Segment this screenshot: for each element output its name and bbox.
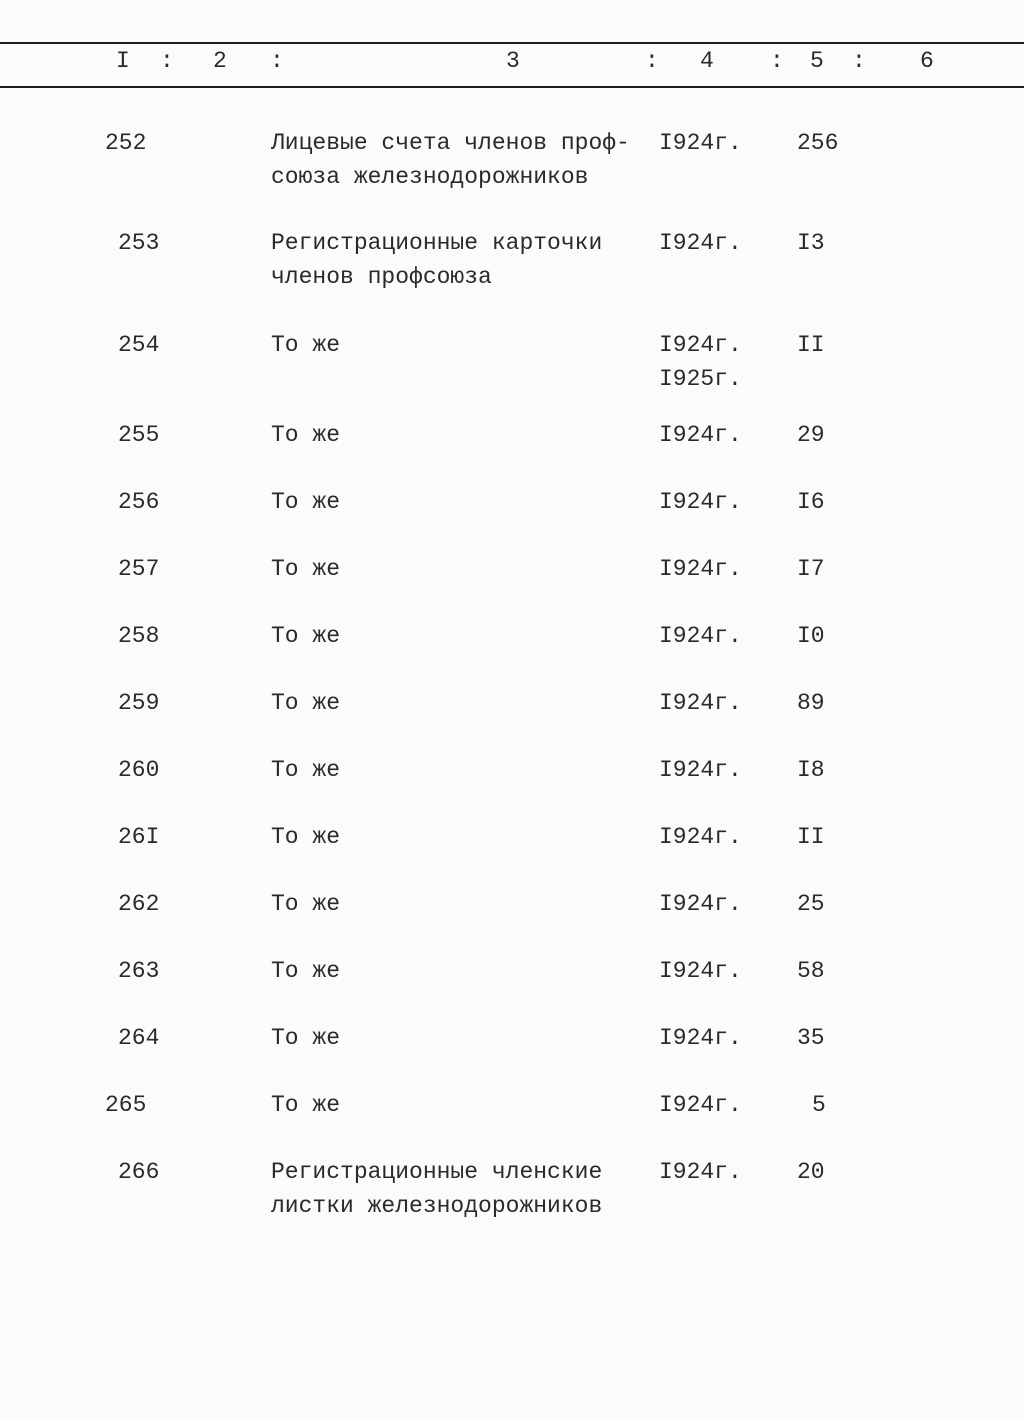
- item-number: 253: [118, 230, 160, 256]
- item-title: То же: [271, 1025, 341, 1051]
- item-title: То же: [271, 422, 341, 448]
- item-year: I924г.: [659, 1025, 742, 1051]
- item-year: I924г.: [659, 891, 742, 917]
- item-count: I7: [797, 556, 825, 582]
- item-number: 256: [118, 489, 160, 515]
- col-separator: :: [270, 48, 284, 74]
- item-number: 262: [118, 891, 160, 917]
- item-title: Регистрационные карточки: [271, 230, 603, 256]
- item-number: 254: [118, 332, 160, 358]
- item-title: То же: [271, 556, 341, 582]
- item-year: I924г.: [659, 1092, 742, 1118]
- item-title: То же: [271, 1092, 341, 1118]
- header-bottom-rule: [0, 86, 1024, 88]
- col-separator: :: [770, 48, 784, 74]
- item-count: I8: [797, 757, 825, 783]
- item-year: I924г.: [659, 230, 742, 256]
- item-number: 260: [118, 757, 160, 783]
- item-count: 89: [797, 690, 825, 716]
- item-title: союза железнодорожников: [271, 164, 589, 190]
- item-number: 257: [118, 556, 160, 582]
- item-count: 20: [797, 1159, 825, 1185]
- item-title: То же: [271, 891, 341, 917]
- item-year: I924г.: [659, 690, 742, 716]
- item-year: I924г.: [659, 332, 742, 358]
- item-count: 25: [797, 891, 825, 917]
- item-number: 264: [118, 1025, 160, 1051]
- item-number: 263: [118, 958, 160, 984]
- item-year: I925г.: [659, 366, 742, 392]
- item-year: I924г.: [659, 757, 742, 783]
- header-top-rule: [0, 42, 1024, 44]
- item-title: То же: [271, 757, 341, 783]
- item-year: I924г.: [659, 130, 742, 156]
- item-year: I924г.: [659, 422, 742, 448]
- item-title: То же: [271, 332, 341, 358]
- item-count: 58: [797, 958, 825, 984]
- item-count: 29: [797, 422, 825, 448]
- item-count: I6: [797, 489, 825, 515]
- item-title: Регистрационные членские: [271, 1159, 603, 1185]
- col-separator: :: [645, 48, 659, 74]
- col-6-header: 6: [920, 48, 934, 74]
- item-number: 26I: [118, 824, 160, 850]
- col-2-header: 2: [213, 48, 227, 74]
- item-title: Лицевые счета членов проф-: [271, 130, 630, 156]
- item-title: членов профсоюза: [271, 264, 492, 290]
- item-title: То же: [271, 958, 341, 984]
- item-count: I3: [797, 230, 825, 256]
- col-separator: :: [852, 48, 866, 74]
- item-year: I924г.: [659, 489, 742, 515]
- item-title: То же: [271, 623, 341, 649]
- item-year: I924г.: [659, 556, 742, 582]
- col-separator: :: [160, 48, 174, 74]
- item-count: 5: [812, 1092, 826, 1118]
- item-number: 265: [105, 1092, 147, 1118]
- item-count: 256: [797, 130, 839, 156]
- item-year: I924г.: [659, 958, 742, 984]
- item-count: I0: [797, 623, 825, 649]
- item-number: 252: [105, 130, 147, 156]
- item-number: 255: [118, 422, 160, 448]
- col-3-header: 3: [506, 48, 520, 74]
- item-year: I924г.: [659, 824, 742, 850]
- item-title: То же: [271, 690, 341, 716]
- item-year: I924г.: [659, 623, 742, 649]
- item-count: 35: [797, 1025, 825, 1051]
- item-number: 259: [118, 690, 160, 716]
- col-4-header: 4: [700, 48, 714, 74]
- item-number: 258: [118, 623, 160, 649]
- col-5-header: 5: [810, 48, 824, 74]
- item-count: II: [797, 824, 825, 850]
- item-year: I924г.: [659, 1159, 742, 1185]
- item-count: II: [797, 332, 825, 358]
- col-1-header: I: [116, 48, 130, 74]
- item-number: 266: [118, 1159, 160, 1185]
- item-title: То же: [271, 824, 341, 850]
- item-title: То же: [271, 489, 341, 515]
- item-title: листки железнодорожников: [271, 1193, 603, 1219]
